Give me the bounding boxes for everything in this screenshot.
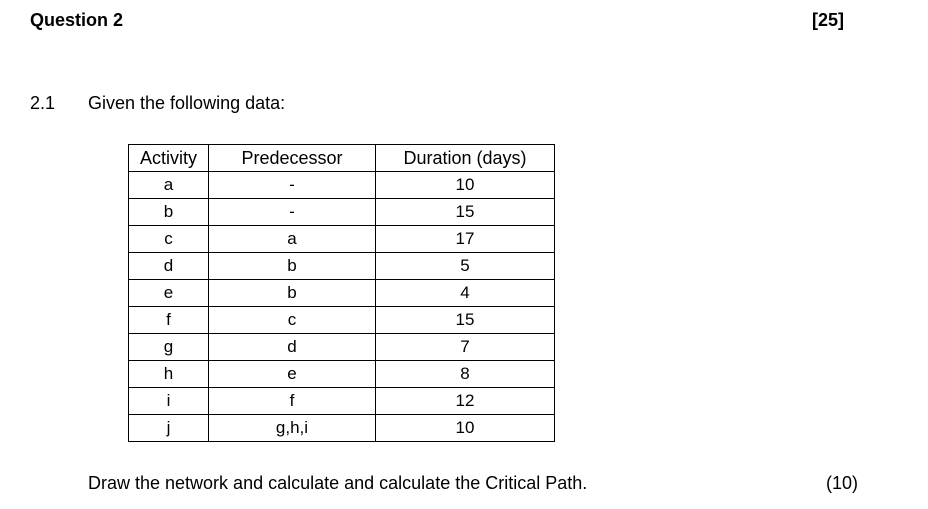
activity-cell: e (129, 280, 209, 307)
header-duration: Duration (days) (376, 145, 555, 172)
table-row (129, 388, 555, 415)
duration-cell: 12 (376, 388, 555, 415)
table-row (129, 361, 555, 388)
predecessor-cell: - (209, 172, 376, 199)
predecessor-cell: d (209, 334, 376, 361)
predecessor-cell: g,h,i (209, 415, 376, 442)
section-intro: Given the following data: (88, 93, 286, 113)
activity-cell: g (129, 334, 209, 361)
activity-cell: d (129, 253, 209, 280)
table-row (129, 253, 555, 280)
predecessor-cell: - (209, 199, 376, 226)
predecessor-cell: c (209, 307, 376, 334)
section-number: 2.1 (30, 93, 56, 113)
table-row (129, 199, 555, 226)
duration-cell: 10 (376, 172, 555, 199)
header-activity: Activity (129, 145, 209, 172)
activity-cell: j (129, 415, 209, 442)
duration-cell: 17 (376, 226, 555, 253)
task-instruction: Draw the network and calculate and calculate the Critical Path. (88, 473, 588, 493)
activity-cell: b (129, 199, 209, 226)
table-row (129, 226, 555, 253)
duration-cell: 5 (376, 253, 555, 280)
table-header-row (129, 145, 555, 172)
task-marks: (10) (825, 473, 858, 493)
activity-cell: a (129, 172, 209, 199)
table-row (129, 172, 555, 199)
duration-cell: 15 (376, 199, 555, 226)
duration-cell: 4 (376, 280, 555, 307)
question-title: Question 2 (30, 10, 124, 30)
predecessor-cell: e (209, 361, 376, 388)
table-row (129, 334, 555, 361)
activity-table (128, 144, 555, 442)
table-row (129, 415, 555, 442)
duration-cell: 8 (376, 361, 555, 388)
predecessor-cell: b (209, 253, 376, 280)
activity-cell: h (129, 361, 209, 388)
predecessor-cell: a (209, 226, 376, 253)
table-row (129, 280, 555, 307)
duration-cell: 15 (376, 307, 555, 334)
table-row (129, 307, 555, 334)
activity-cell: f (129, 307, 209, 334)
predecessor-cell: f (209, 388, 376, 415)
activity-cell: i (129, 388, 209, 415)
predecessor-cell: b (209, 280, 376, 307)
activity-cell: c (129, 226, 209, 253)
duration-cell: 10 (376, 415, 555, 442)
duration-cell: 7 (376, 334, 555, 361)
question-total-marks: [25] (811, 10, 844, 30)
header-predecessor: Predecessor (209, 145, 376, 172)
